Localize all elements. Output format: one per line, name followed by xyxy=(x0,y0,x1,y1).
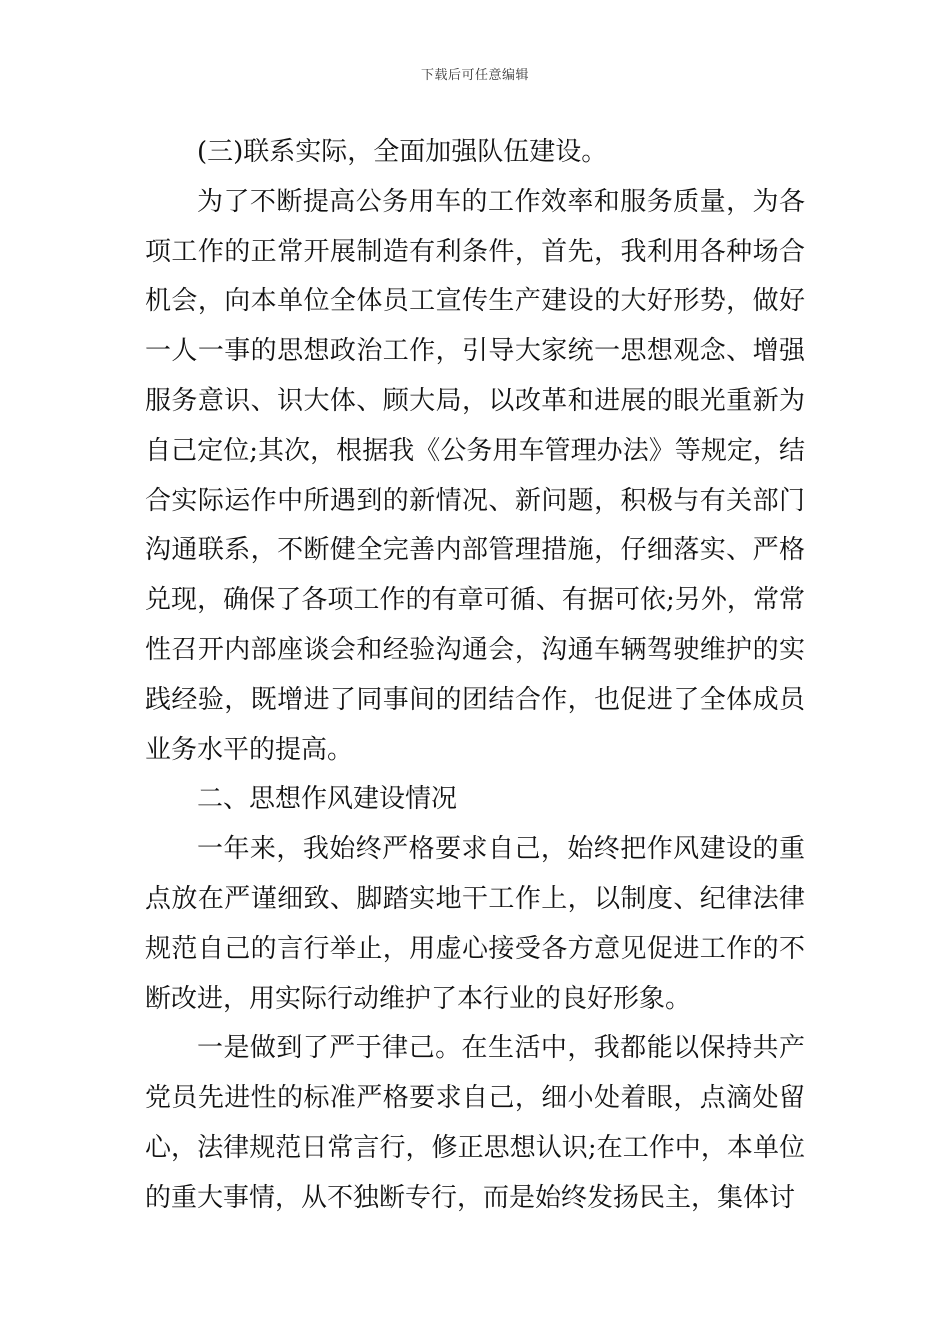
paragraph-strict-self-discipline: 一年来，我始终严格要求自己，始终把作风建设的重点放在严谨细致、脚踏实地干工作上，以制度、纪律法律规范自己的言行举止，用虚心接受各方意见促进工作的不断改进，用实际行动维护了本行业的良好形象。 xyxy=(145,834,805,1014)
document-body xyxy=(145,128,805,1224)
paragraph-vehicle-efficiency: 为了不断提高公务用车的工作效率和服务质量，为各项工作的正常开展制造有利条件，首先，我利用各种场合机会，向本单位全体员工宣传生产建设的大好形势，做好一人一事的思想政治工作，引导大家统一思想观念、增强服务意识、识大体、顾大局，以改革和进展的眼光重新为自己定位;其次，根据我《公务用车管理办法》等规定，结合实际运作中所遇到的新情况、新问题，积极与有关部门沟通联系，不断健全完善内部管理措施，仔细落实、严格兑现，确保了各项工作的有章可循、有据可依;另外，常常性召开内部座谈会和经验沟通会，沟通车辆驾驶维护的实践经验，既增进了同事间的团结合作，也促进了全体成员业务水平的提高。 xyxy=(145,186,805,765)
section-heading-work-style: 二、思想作风建设情况 xyxy=(197,784,458,815)
page-header: 下载后可任意编辑 xyxy=(420,68,529,83)
section-heading-team-building: (三)联系实际，全面加强队伍建设。 xyxy=(197,137,608,167)
paragraph-strict-with-oneself: 一是做到了严于律己。在生活中，我都能以保持共产党员先进性的标准严格要求自己，细小处着眼，点滴处留心，法律规范日常言行，修正思想认识;在工作中，本单位的重大事情，从不独断专行，而是始终发扬民主，集体讨 xyxy=(145,1033,805,1213)
